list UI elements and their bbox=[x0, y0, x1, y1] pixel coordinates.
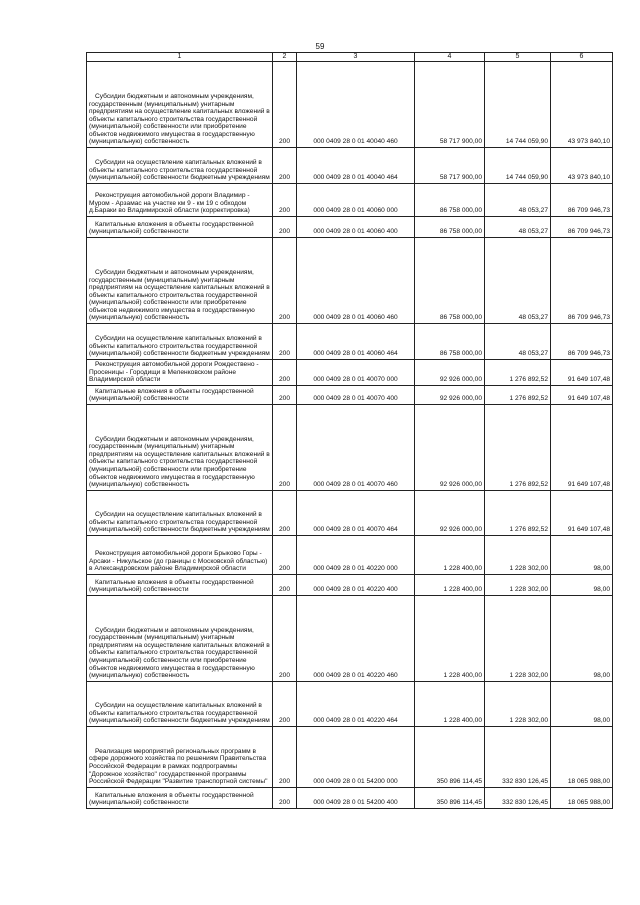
row-grbs-cell: 200 bbox=[273, 787, 297, 808]
row-executed-cell: 14 744 059,90 bbox=[485, 148, 551, 184]
row-name-cell: Реконструкция автомобильной дороги Рождествено - Просеницы - Городищи в Меленковском районе Владимирской области bbox=[87, 360, 273, 386]
row-executed-cell: 1 276 892,52 bbox=[485, 385, 551, 404]
row-budget-cell: 58 717 900,00 bbox=[415, 62, 485, 148]
row-code-cell: 000 0409 28 0 01 40220 460 bbox=[297, 595, 415, 681]
row-grbs-cell: 200 bbox=[273, 184, 297, 217]
row-executed-cell: 1 276 892,52 bbox=[485, 490, 551, 535]
row-executed-cell: 332 830 126,45 bbox=[485, 787, 551, 808]
table-header-row bbox=[87, 53, 613, 62]
row-remaining-cell: 91 649 107,48 bbox=[551, 360, 613, 386]
row-remaining-cell: 43 973 840,10 bbox=[551, 62, 613, 148]
budget-execution-table bbox=[86, 52, 613, 809]
table-row bbox=[87, 62, 613, 148]
row-name-cell: Субсидии на осуществление капитальных вложений в объекты капитального строительства государственной (муниципальной) собственности бюджетным учреждениям bbox=[87, 324, 273, 360]
table-row bbox=[87, 535, 613, 574]
row-remaining-cell: 98,00 bbox=[551, 535, 613, 574]
table-row bbox=[87, 184, 613, 217]
row-code-cell: 000 0409 28 0 01 40220 464 bbox=[297, 681, 415, 726]
column-header-2: 2 bbox=[273, 53, 297, 62]
column-header-6: 6 bbox=[551, 53, 613, 62]
row-code-cell: 000 0409 28 0 01 40060 460 bbox=[297, 238, 415, 324]
row-remaining-cell: 86 709 946,73 bbox=[551, 184, 613, 217]
row-remaining-cell: 91 649 107,48 bbox=[551, 404, 613, 490]
row-remaining-cell: 86 709 946,73 bbox=[551, 217, 613, 238]
column-header-3: 3 bbox=[297, 53, 415, 62]
row-code-cell: 000 0409 28 0 01 40060 400 bbox=[297, 217, 415, 238]
row-budget-cell: 92 926 000,00 bbox=[415, 404, 485, 490]
row-budget-cell: 58 717 900,00 bbox=[415, 148, 485, 184]
row-remaining-cell: 98,00 bbox=[551, 574, 613, 595]
row-budget-cell: 1 228 400,00 bbox=[415, 535, 485, 574]
row-executed-cell: 48 053,27 bbox=[485, 217, 551, 238]
row-name-cell: Субсидии бюджетным и автономным учреждениям, государственным (муниципальным) унитарным предприятиям на осуществление капитальных вложений в объекты капитального строительства государственной (муниципальной) собственности или приобретение объектов недвижимого имущества в государственную (муниципальную) собственность bbox=[87, 62, 273, 148]
row-remaining-cell: 86 709 946,73 bbox=[551, 324, 613, 360]
row-code-cell: 000 0409 28 0 01 40220 000 bbox=[297, 535, 415, 574]
row-grbs-cell: 200 bbox=[273, 726, 297, 787]
row-grbs-cell: 200 bbox=[273, 385, 297, 404]
column-header-1: 1 bbox=[87, 53, 273, 62]
row-executed-cell: 48 053,27 bbox=[485, 238, 551, 324]
row-executed-cell: 1 228 302,00 bbox=[485, 574, 551, 595]
row-code-cell: 000 0409 28 0 01 40070 460 bbox=[297, 404, 415, 490]
row-budget-cell: 86 758 000,00 bbox=[415, 217, 485, 238]
row-grbs-cell: 200 bbox=[273, 324, 297, 360]
table-row bbox=[87, 490, 613, 535]
row-budget-cell: 92 926 000,00 bbox=[415, 490, 485, 535]
table-row bbox=[87, 324, 613, 360]
row-code-cell: 000 0409 28 0 01 40040 460 bbox=[297, 62, 415, 148]
row-executed-cell: 332 830 126,45 bbox=[485, 726, 551, 787]
row-budget-cell: 1 228 400,00 bbox=[415, 595, 485, 681]
row-budget-cell: 92 926 000,00 bbox=[415, 385, 485, 404]
row-remaining-cell: 98,00 bbox=[551, 681, 613, 726]
row-executed-cell: 1 228 302,00 bbox=[485, 681, 551, 726]
row-executed-cell: 1 228 302,00 bbox=[485, 595, 551, 681]
row-code-cell: 000 0409 28 0 01 40070 000 bbox=[297, 360, 415, 386]
row-budget-cell: 86 758 000,00 bbox=[415, 238, 485, 324]
row-remaining-cell: 43 973 840,10 bbox=[551, 148, 613, 184]
row-remaining-cell: 98,00 bbox=[551, 595, 613, 681]
table-row bbox=[87, 595, 613, 681]
table-row bbox=[87, 787, 613, 808]
row-budget-cell: 350 896 114,45 bbox=[415, 787, 485, 808]
row-grbs-cell: 200 bbox=[273, 62, 297, 148]
row-code-cell: 000 0409 28 0 01 54200 000 bbox=[297, 726, 415, 787]
row-name-cell: Капитальные вложения в объекты государственной (муниципальной) собственности bbox=[87, 574, 273, 595]
row-remaining-cell: 18 065 988,00 bbox=[551, 787, 613, 808]
row-budget-cell: 86 758 000,00 bbox=[415, 324, 485, 360]
row-name-cell: Субсидии на осуществление капитальных вложений в объекты капитального строительства государственной (муниципальной) собственности бюджетным учреждениям bbox=[87, 681, 273, 726]
page-number: 59 bbox=[315, 42, 325, 51]
row-name-cell: Реконструкция автомобильной дороги Владимир - Муром - Арзамас на участке км 9 - км 19 с обходом д.Бараки во Владимирской области (корректировка) bbox=[87, 184, 273, 217]
row-grbs-cell: 200 bbox=[273, 681, 297, 726]
row-remaining-cell: 91 649 107,48 bbox=[551, 385, 613, 404]
row-budget-cell: 1 228 400,00 bbox=[415, 574, 485, 595]
row-executed-cell: 1 228 302,00 bbox=[485, 535, 551, 574]
table-row bbox=[87, 238, 613, 324]
row-grbs-cell: 200 bbox=[273, 238, 297, 324]
row-name-cell: Субсидии на осуществление капитальных вложений в объекты капитального строительства государственной (муниципальной) собственности бюджетным учреждениям bbox=[87, 490, 273, 535]
row-remaining-cell: 18 065 988,00 bbox=[551, 726, 613, 787]
row-code-cell: 000 0409 28 0 01 40060 000 bbox=[297, 184, 415, 217]
row-code-cell: 000 0409 28 0 01 40070 464 bbox=[297, 490, 415, 535]
row-grbs-cell: 200 bbox=[273, 595, 297, 681]
row-name-cell: Субсидии бюджетным и автономным учреждениям, государственным (муниципальным) унитарным предприятиям на осуществление капитальных вложений в объекты капитального строительства государственной (муниципальной) собственности или приобретение объектов недвижимого имущества в государственную (муниципальную) собственность bbox=[87, 404, 273, 490]
row-budget-cell: 1 228 400,00 bbox=[415, 681, 485, 726]
table-row bbox=[87, 726, 613, 787]
row-name-cell: Субсидии бюджетным и автономным учреждениям, государственным (муниципальным) унитарным предприятиям на осуществление капитальных вложений в объекты капитального строительства государственной (муниципальной) собственности или приобретение объектов недвижимого имущества в государственную (муниципальную) собственность bbox=[87, 595, 273, 681]
row-grbs-cell: 200 bbox=[273, 574, 297, 595]
row-name-cell: Реконструкция автомобильной дороги Брыково Горы - Арсаки - Никульское (до границы с Московской областью) в Александровском районе Владимирской области bbox=[87, 535, 273, 574]
row-code-cell: 000 0409 28 0 01 40220 400 bbox=[297, 574, 415, 595]
row-code-cell: 000 0409 28 0 01 54200 400 bbox=[297, 787, 415, 808]
row-name-cell: Капитальные вложения в объекты государственной (муниципальной) собственности bbox=[87, 217, 273, 238]
row-executed-cell: 48 053,27 bbox=[485, 324, 551, 360]
column-header-5: 5 bbox=[485, 53, 551, 62]
row-name-cell: Капитальные вложения в объекты государственной (муниципальной) собственности bbox=[87, 787, 273, 808]
table-row bbox=[87, 574, 613, 595]
row-grbs-cell: 200 bbox=[273, 217, 297, 238]
row-grbs-cell: 200 bbox=[273, 404, 297, 490]
row-executed-cell: 48 053,27 bbox=[485, 184, 551, 217]
table-row bbox=[87, 681, 613, 726]
row-code-cell: 000 0409 28 0 01 40060 464 bbox=[297, 324, 415, 360]
row-executed-cell: 1 276 892,52 bbox=[485, 360, 551, 386]
row-remaining-cell: 91 649 107,48 bbox=[551, 490, 613, 535]
row-grbs-cell: 200 bbox=[273, 535, 297, 574]
table-row bbox=[87, 217, 613, 238]
row-grbs-cell: 200 bbox=[273, 148, 297, 184]
row-code-cell: 000 0409 28 0 01 40040 464 bbox=[297, 148, 415, 184]
row-name-cell: Капитальные вложения в объекты государственной (муниципальной) собственности bbox=[87, 385, 273, 404]
row-code-cell: 000 0409 28 0 01 40070 400 bbox=[297, 385, 415, 404]
row-executed-cell: 14 744 059,90 bbox=[485, 62, 551, 148]
table-row bbox=[87, 385, 613, 404]
row-executed-cell: 1 276 892,52 bbox=[485, 404, 551, 490]
row-budget-cell: 86 758 000,00 bbox=[415, 184, 485, 217]
table-row bbox=[87, 148, 613, 184]
table-row bbox=[87, 360, 613, 386]
row-name-cell: Реализация мероприятий региональных программ в сфере дорожного хозяйства по решениям Правительства Российской Федерации в рамках подпрограммы "Дорожное хозяйство" государственной программы Российской Федерации "Развитие транспортной системы" bbox=[87, 726, 273, 787]
row-remaining-cell: 86 709 946,73 bbox=[551, 238, 613, 324]
column-header-4: 4 bbox=[415, 53, 485, 62]
row-grbs-cell: 200 bbox=[273, 360, 297, 386]
table-row bbox=[87, 404, 613, 490]
row-name-cell: Субсидии бюджетным и автономным учреждениям, государственным (муниципальным) унитарным предприятиям на осуществление капитальных вложений в объекты капитального строительства государственной (муниципальной) собственности или приобретение объектов недвижимого имущества в государственную (муниципальную) собственность bbox=[87, 238, 273, 324]
row-name-cell: Субсидии на осуществление капитальных вложений в объекты капитального строительства государственной (муниципальной) собственности бюджетным учреждениям bbox=[87, 148, 273, 184]
row-budget-cell: 350 896 114,45 bbox=[415, 726, 485, 787]
row-budget-cell: 92 926 000,00 bbox=[415, 360, 485, 386]
row-grbs-cell: 200 bbox=[273, 490, 297, 535]
